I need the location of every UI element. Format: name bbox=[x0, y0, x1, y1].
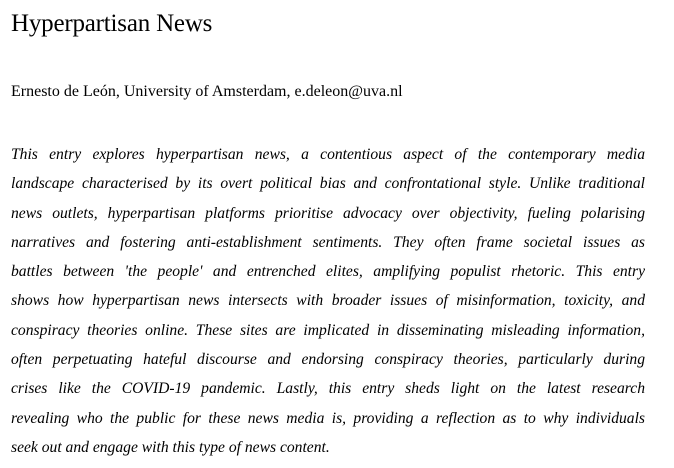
abstract-line: crises like the COVID-19 pandemic. Lastly, this entry sheds light on the latest research bbox=[11, 380, 645, 398]
abstract-line: landscape characterised by its overt political bias and confrontational style. Unlike traditional bbox=[11, 175, 645, 193]
abstract-line: shows how hyperpartisan news intersects with broader issues of misinformation, toxicity, and bbox=[11, 292, 645, 310]
abstract-line: seek out and engage with this type of news content. bbox=[11, 438, 330, 456]
abstract-line: This entry explores hyperpartisan news, a contentious aspect of the contemporary media bbox=[11, 146, 645, 163]
abstract-line: battles between 'the people' and entrenched elites, amplifying populist rhetoric. This entry bbox=[11, 263, 645, 281]
abstract-line: revealing who the public for these news media is, providing a reflection as to why individuals bbox=[11, 409, 645, 427]
page-title: Hyperpartisan News bbox=[11, 10, 213, 37]
abstract-line: narratives and fostering anti-establishment sentiments. They often frame societal issues as bbox=[11, 233, 645, 251]
abstract bbox=[11, 140, 645, 462]
abstract-line: often perpetuating hateful discourse and endorsing conspiracy theories, particularly during bbox=[11, 351, 645, 369]
abstract-line: news outlets, hyperpartisan platforms prioritise advocacy over objectivity, fueling polarising bbox=[11, 204, 645, 222]
abstract-line: conspiracy theories online. These sites are implicated in disseminating misleading information, bbox=[11, 321, 645, 339]
author-line: Ernesto de León, University of Amsterdam, e.deleon@uva.nl bbox=[11, 83, 403, 100]
